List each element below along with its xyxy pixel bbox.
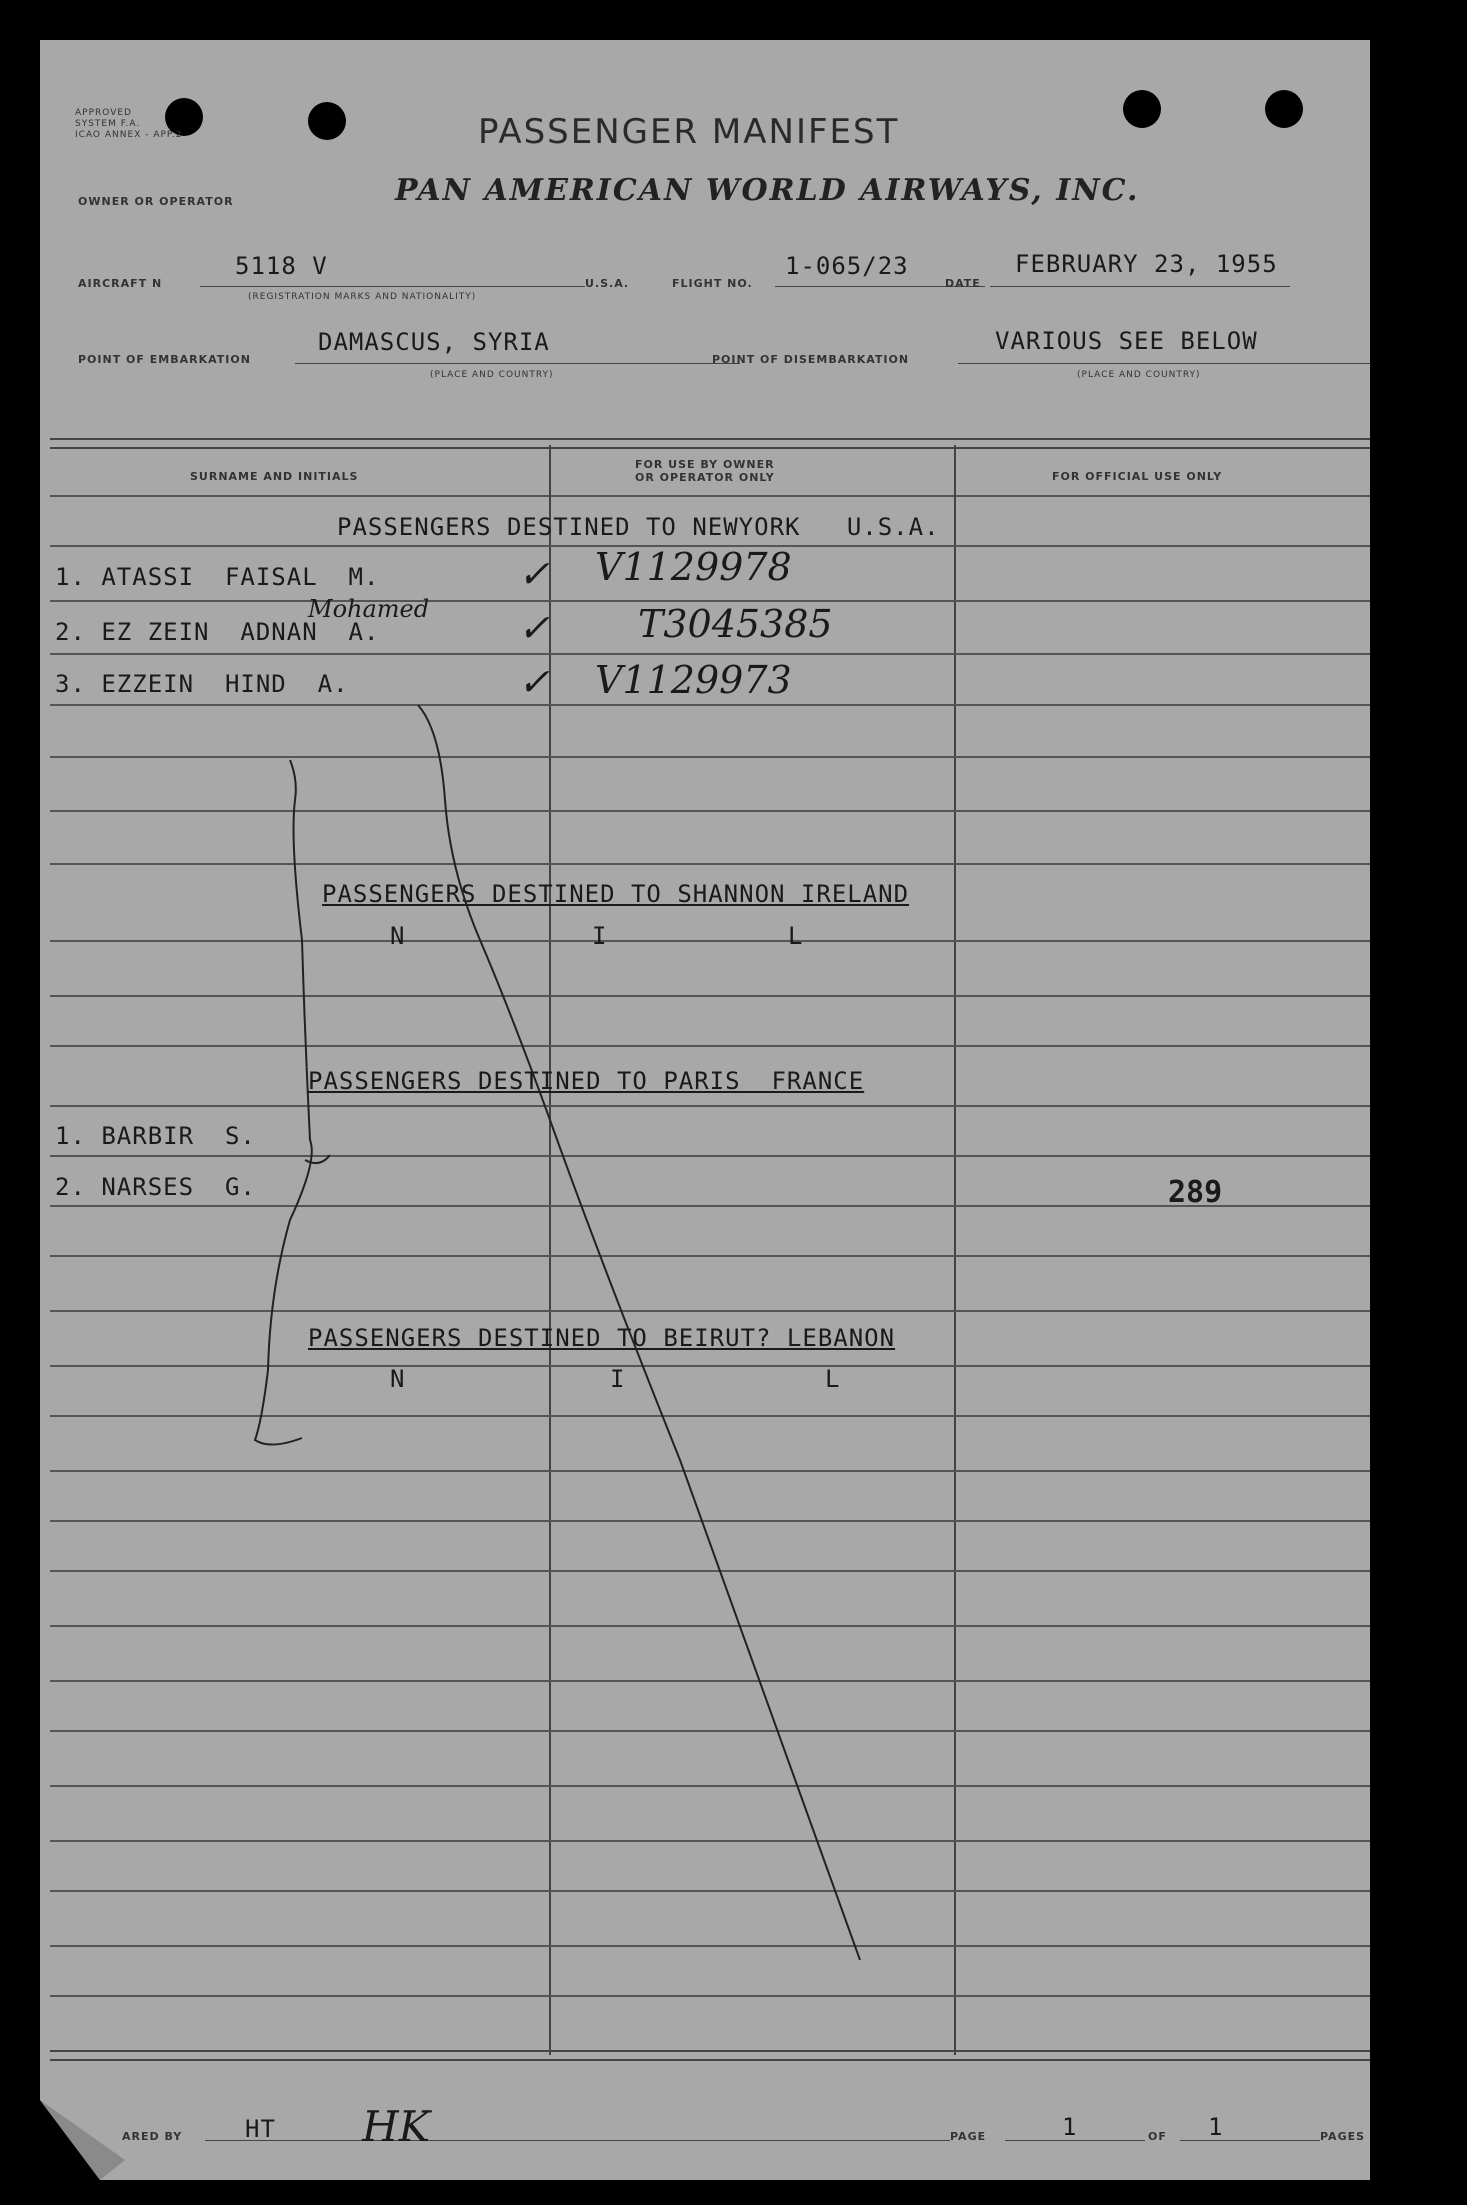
manifest-document	[40, 40, 1370, 2180]
approval-line: ICAO ANNEX - APP.2	[75, 130, 183, 140]
of-label: OF	[1148, 2130, 1167, 2143]
prepared-value: HT	[245, 2115, 276, 2143]
pen-strokes	[40, 40, 1370, 2180]
passenger-name: 2. NARSES G.	[55, 1173, 256, 1201]
nil-letter: N	[390, 922, 406, 950]
official-number: 289	[1168, 1175, 1223, 1210]
approval-line: APPROVED	[75, 108, 132, 118]
owner-use-line-2: OR OPERATOR ONLY	[635, 471, 775, 484]
disembark-caption: (PLACE AND COUNTRY)	[1077, 370, 1201, 380]
document-number: T3045385	[638, 602, 833, 646]
nil-letter: L	[788, 922, 804, 950]
page-title: PASSENGER MANIFEST	[478, 112, 900, 152]
document-number: V1129978	[595, 545, 792, 589]
column-header-official: FOR OFFICIAL USE ONLY	[1052, 470, 1223, 483]
owner-label: OWNER OR OPERATOR	[78, 195, 234, 208]
check-mark: ✓	[518, 660, 550, 704]
date-label: DATE	[945, 277, 981, 290]
passenger-name: 2. EZ ZEIN ADNAN A.	[55, 618, 380, 646]
disembark-label: POINT OF DISEMBARKATION	[712, 353, 910, 366]
page-label: PAGE	[950, 2130, 987, 2143]
embark-caption: (PLACE AND COUNTRY)	[430, 370, 554, 380]
nil-letter: I	[592, 922, 608, 950]
folded-corner	[40, 2100, 130, 2180]
passenger-name: 1. ATASSI FAISAL M.	[55, 563, 380, 591]
embark-label: POINT OF EMBARKATION	[78, 353, 251, 366]
section-heading-shannon: PASSENGERS DESTINED TO SHANNON IRELAND	[322, 880, 910, 908]
flight-value: 1-065/23	[785, 252, 909, 280]
usa-label: U.S.A.	[585, 277, 630, 290]
section-heading-newyork: PASSENGERS DESTINED TO NEWYORK U.S.A.	[337, 513, 940, 541]
section-heading-beirut: PASSENGERS DESTINED TO BEIRUT? LEBANON	[308, 1324, 896, 1352]
disembark-value: VARIOUS SEE BELOW	[995, 327, 1258, 355]
column-header-name: SURNAME AND INITIALS	[190, 470, 359, 483]
approval-line: SYSTEM F.A.	[75, 119, 141, 129]
section-heading-paris: PASSENGERS DESTINED TO PARIS FRANCE	[308, 1067, 865, 1095]
date-value: FEBRUARY 23, 1955	[1015, 250, 1278, 278]
registration-caption: (REGISTRATION MARKS AND NATIONALITY)	[248, 292, 477, 302]
check-mark: ✓	[518, 552, 550, 596]
aircraft-label: AIRCRAFT N	[78, 277, 163, 290]
nil-letter: N	[390, 1365, 406, 1393]
document-number: V1129973	[595, 658, 792, 702]
name-annotation: Mohamed	[308, 595, 430, 623]
initials-signature: HK	[362, 2102, 431, 2151]
embark-value: DAMASCUS, SYRIA	[318, 328, 550, 356]
passenger-name: 1. BARBIR S.	[55, 1122, 256, 1150]
passenger-name: 3. EZZEIN HIND A.	[55, 670, 349, 698]
flight-label: FLIGHT NO.	[672, 277, 753, 290]
page-total: 1	[1208, 2113, 1224, 2141]
aircraft-value: 5118 V	[235, 252, 328, 280]
nil-letter: L	[825, 1365, 841, 1393]
page-number: 1	[1062, 2113, 1078, 2141]
pages-label: PAGES	[1320, 2130, 1366, 2143]
airline-name: PAN AMERICAN WORLD AIRWAYS, INC.	[395, 173, 1140, 208]
prepared-label: ARED BY	[122, 2130, 183, 2143]
check-mark: ✓	[518, 606, 550, 650]
nil-letter: I	[610, 1365, 626, 1393]
owner-use-line-1: FOR USE BY OWNER	[635, 458, 775, 471]
